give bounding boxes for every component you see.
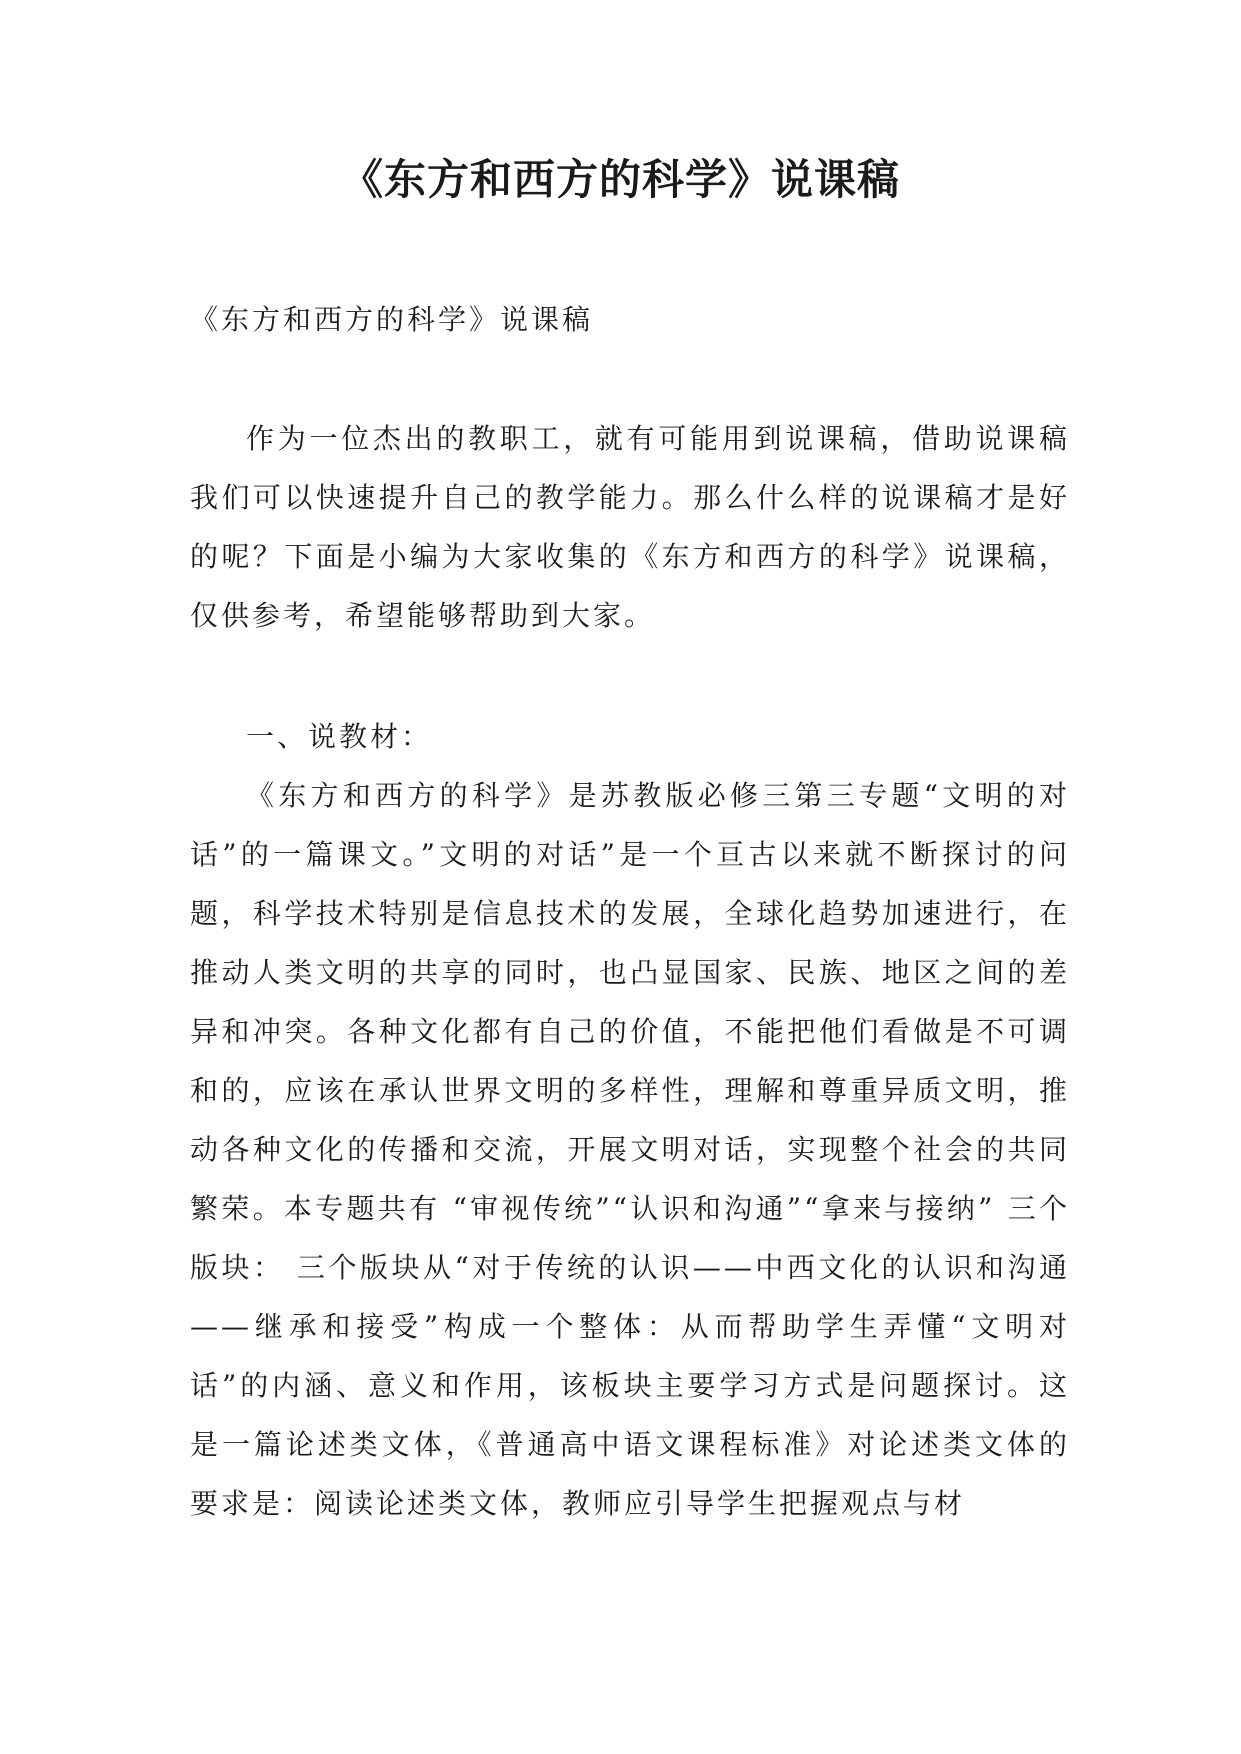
paragraph-spacer [190, 645, 1070, 707]
section-heading: 一、说教材： [246, 720, 433, 753]
document-body [190, 290, 1070, 1533]
document-subtitle: 《东方和西方的科学》说课稿 [190, 303, 594, 336]
intro-paragraph: 作为一位杰出的教职工，就有可能用到说课稿，借助说课稿我们可以快速提升自己的教学能力。那么什么样的说课稿才是好的呢？下面是小编为大家收集的《东方和西方的科学》说课稿，仅供参考，希望能够帮助到大家。 [190, 422, 1070, 632]
paragraph-spacer [190, 349, 1070, 409]
document-title: 《东方和西方的科学》说课稿 [340, 155, 900, 204]
section-paragraph: 《东方和西方的科学》是苏教版必修三第三专题“文明的对话”的一篇课文。”文明的对话”是一个亘古以来就不断探讨的问题，科学技术特别是信息技术的发展，全球化趋势加速进行，在推动人类文明的共享的同时，也凸显国家、民族、地区之间的差异和冲突。各种文化都有自己的价值，不能把他们看做是不可调和的，应该在承认世界文明的多样性，理解和尊重异质文明，推动各种文化的传播和交流，开展文明对话，实现整个社会的共同繁荣。本专题共有 “审视传统”“认识和沟通”“拿来与接纳” 三个版块： 三个版块从“对于传统的认识——中西文化的认识和沟通——继承和接受”构成一个整体：从而帮助学生弄懂“文明对话”的内涵、意义和作用，该板块主要学习方式是问题探讨。这是一篇论述类文体，《普通高中语文课程标准》对论述类文体的要求是：阅读论述类文体，教师应引导学生把握观点与材 [190, 779, 1070, 1520]
